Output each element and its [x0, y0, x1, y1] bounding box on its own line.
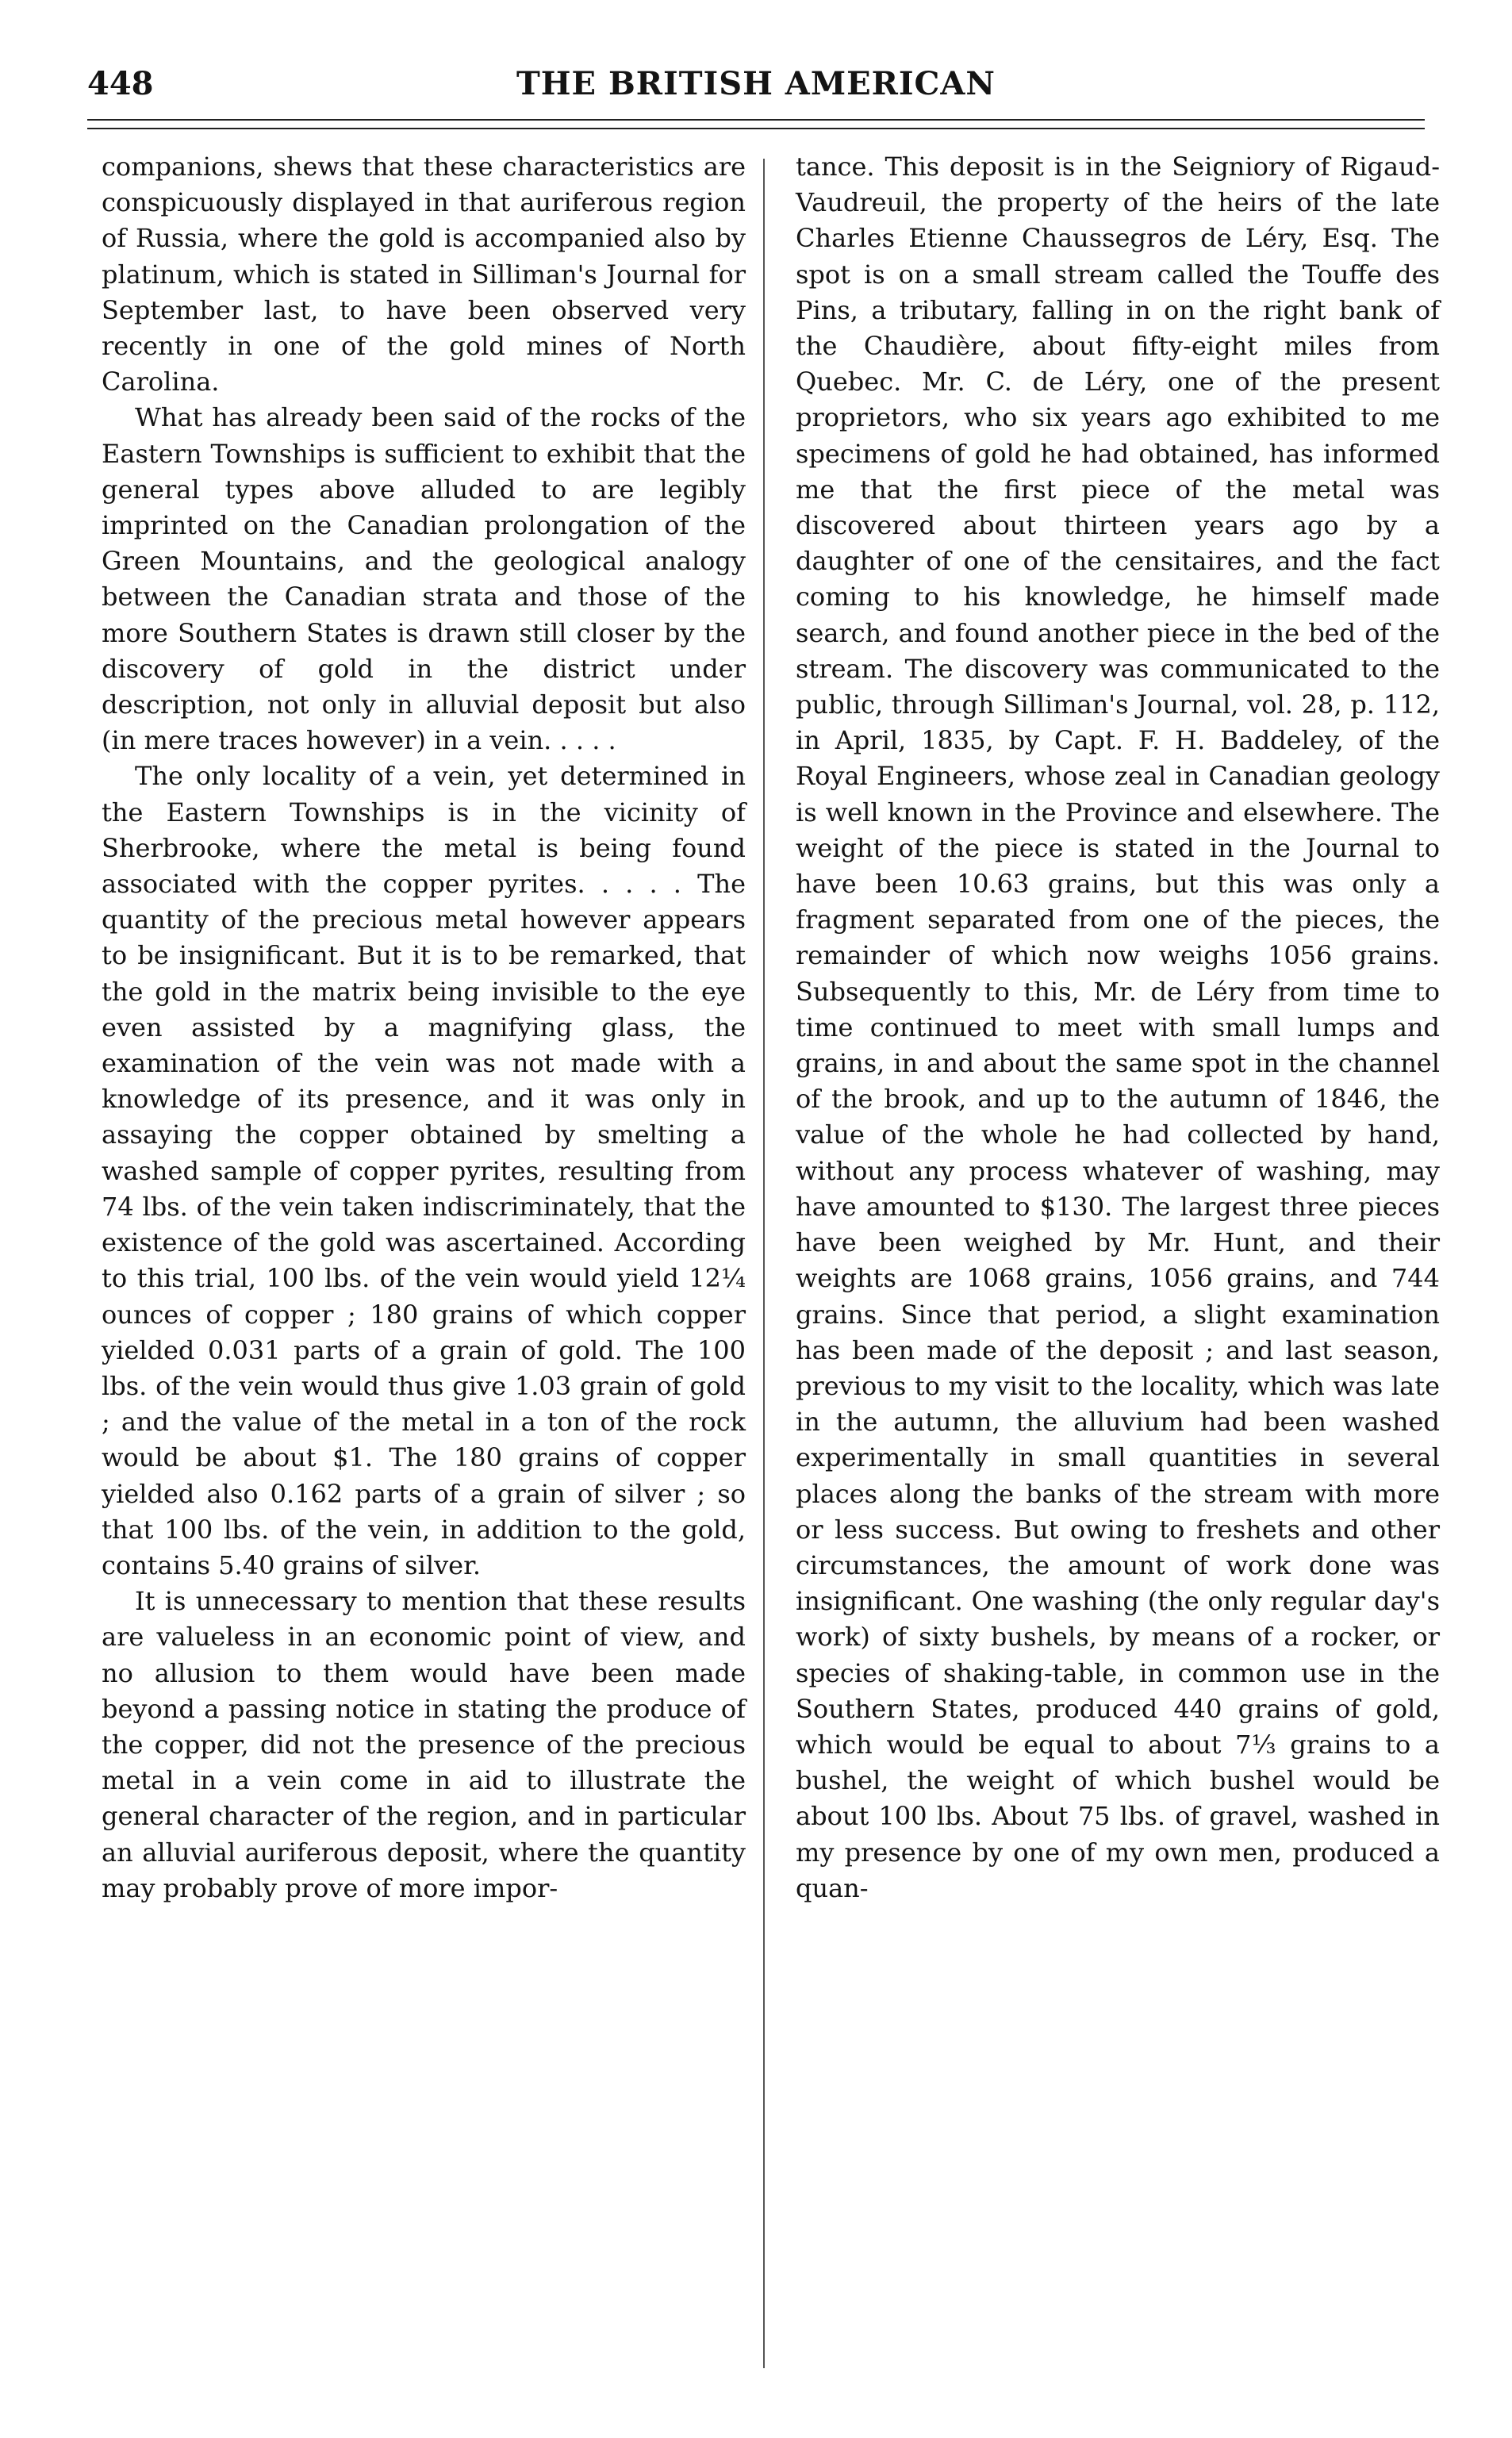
- header-rule-bottom: [87, 128, 1425, 129]
- page-number: 448: [87, 65, 154, 102]
- column-divider: [763, 159, 765, 2368]
- right-column: [796, 149, 1440, 1906]
- header-rule-top: [87, 119, 1425, 121]
- right-paragraph-1: tance. This deposit is in the Seigniory of Rigaud-Vaudreuil, the property of the heirs of the late Charles Etienne Chaussegros de Léry, Esq. The spot is on a small stream called the Touffe des Pins, a tributary, falling in on the right bank of the Chaudière, about fifty-eight miles from Quebec. Mr. C. de Léry, one of the present proprietors, who six years ago exhibited to me specimens of gold he had obtained, has informed me that the first piece of the metal was discovered about thirteen years ago by a daughter of one of the censitaires, and the fact coming to his knowledge, he himself made search, and found another piece in the bed of the stream. The discovery was communicated to the public, through Silliman's Journal, vol. 28, p. 112, in April, 1835, by Capt. F. H. Baddeley, of the Royal Engineers, whose zeal in Canadian geology is well known in the Province and elsewhere. The weight of the piece is stated in the Journal to have been 10.63 grains, but this was only a fragment separated from one of the pieces, the remainder of which now weighs 1056 grains. Subsequently to this, Mr. de Léry from time to time continued to meet with small lumps and grains, in and about the same spot in the channel of the brook, and up to the autumn of 1846, the value of the whole he had collected by hand, without any process whatever of washing, may have amounted to $130. The largest three pieces have been weighed by Mr. Hunt, and their weights are 1068 grains, 1056 grains, and 744 grains. Since that period, a slight examination has been made of the deposit ; and last season, previous to my visit to the locality, which was late in the autumn, the alluvium had been washed experimentally in small quantities in several places along the banks of the stream with more or less success. But owing to freshets and other circumstances, the amount of work done was insignificant. One washing (the only regular day's work) of sixty bushels, by means of a rocker, or species of shaking-table, in common use in the Southern States, produced 440 grains of gold, which would be equal to about 7⅓ grains to a bushel, the weight of which bushel would be about 100 lbs. About 75 lbs. of gravel, washed in my presence by one of my own men, produced a quan-: [796, 152, 1440, 1903]
- running-title: THE BRITISH AMERICAN: [516, 65, 996, 102]
- left-paragraph-3: The only locality of a vein, yet determined in the Eastern Townships is in the vicinity of Sherbrooke, where the metal is being found associated with the copper pyrites. . . . . The quantity of the precious metal however appears to be insignificant. But it is to be remarked, that the gold in the matrix being invisible to the eye even assisted by a magnifying glass, the examination of the vein was not made with a knowledge of its presence, and it was only in assaying the copper obtained by smelting a washed sample of copper pyrites, resulting from 74 lbs. of the vein taken indiscriminately, that the existence of the gold was ascertained. According to this trial, 100 lbs. of the vein would yield 12¼ ounces of copper ; 180 grains of which copper yielded 0.031 parts of a grain of gold. The 100 lbs. of the vein would thus give 1.03 grain of gold ; and the value of the metal in a ton of the rock would be about $1. The 180 grains of copper yielded also 0.162 parts of a grain of silver ; so that 100 lbs. of the vein, in addition to the gold, contains 5.40 grains of silver.: [102, 761, 746, 1580]
- left-column: [102, 149, 746, 1906]
- page-header: [87, 65, 1425, 121]
- left-paragraph-2: What has already been said of the rocks of the Eastern Townships is sufficient to exhibit that the general types above alluded to are legibly imprinted on the Canadian prolongation of the Green Mountains, and the geological analogy between the Canadian strata and those of the more Southern States is drawn still closer by the discovery of gold in the district under description, not only in alluvial deposit but also (in mere traces however) in a vein. . . . .: [102, 402, 746, 756]
- left-paragraph-4: It is unnecessary to mention that these results are valueless in an economic point of view, and no allusion to them would have been made beyond a passing notice in stating the produce of the copper, did not the presence of the precious metal in a vein come in aid to illustrate the general character of the region, and in particular an alluvial auriferous deposit, where the quantity may probably prove of more impor-: [102, 1586, 746, 1903]
- left-paragraph-1: companions, shews that these characteristics are conspicuously displayed in that auriferous region of Russia, where the gold is accompanied also by platinum, which is stated in Silliman's Journal for September last, to have been observed very recently in one of the gold mines of North Carolina.: [102, 152, 746, 397]
